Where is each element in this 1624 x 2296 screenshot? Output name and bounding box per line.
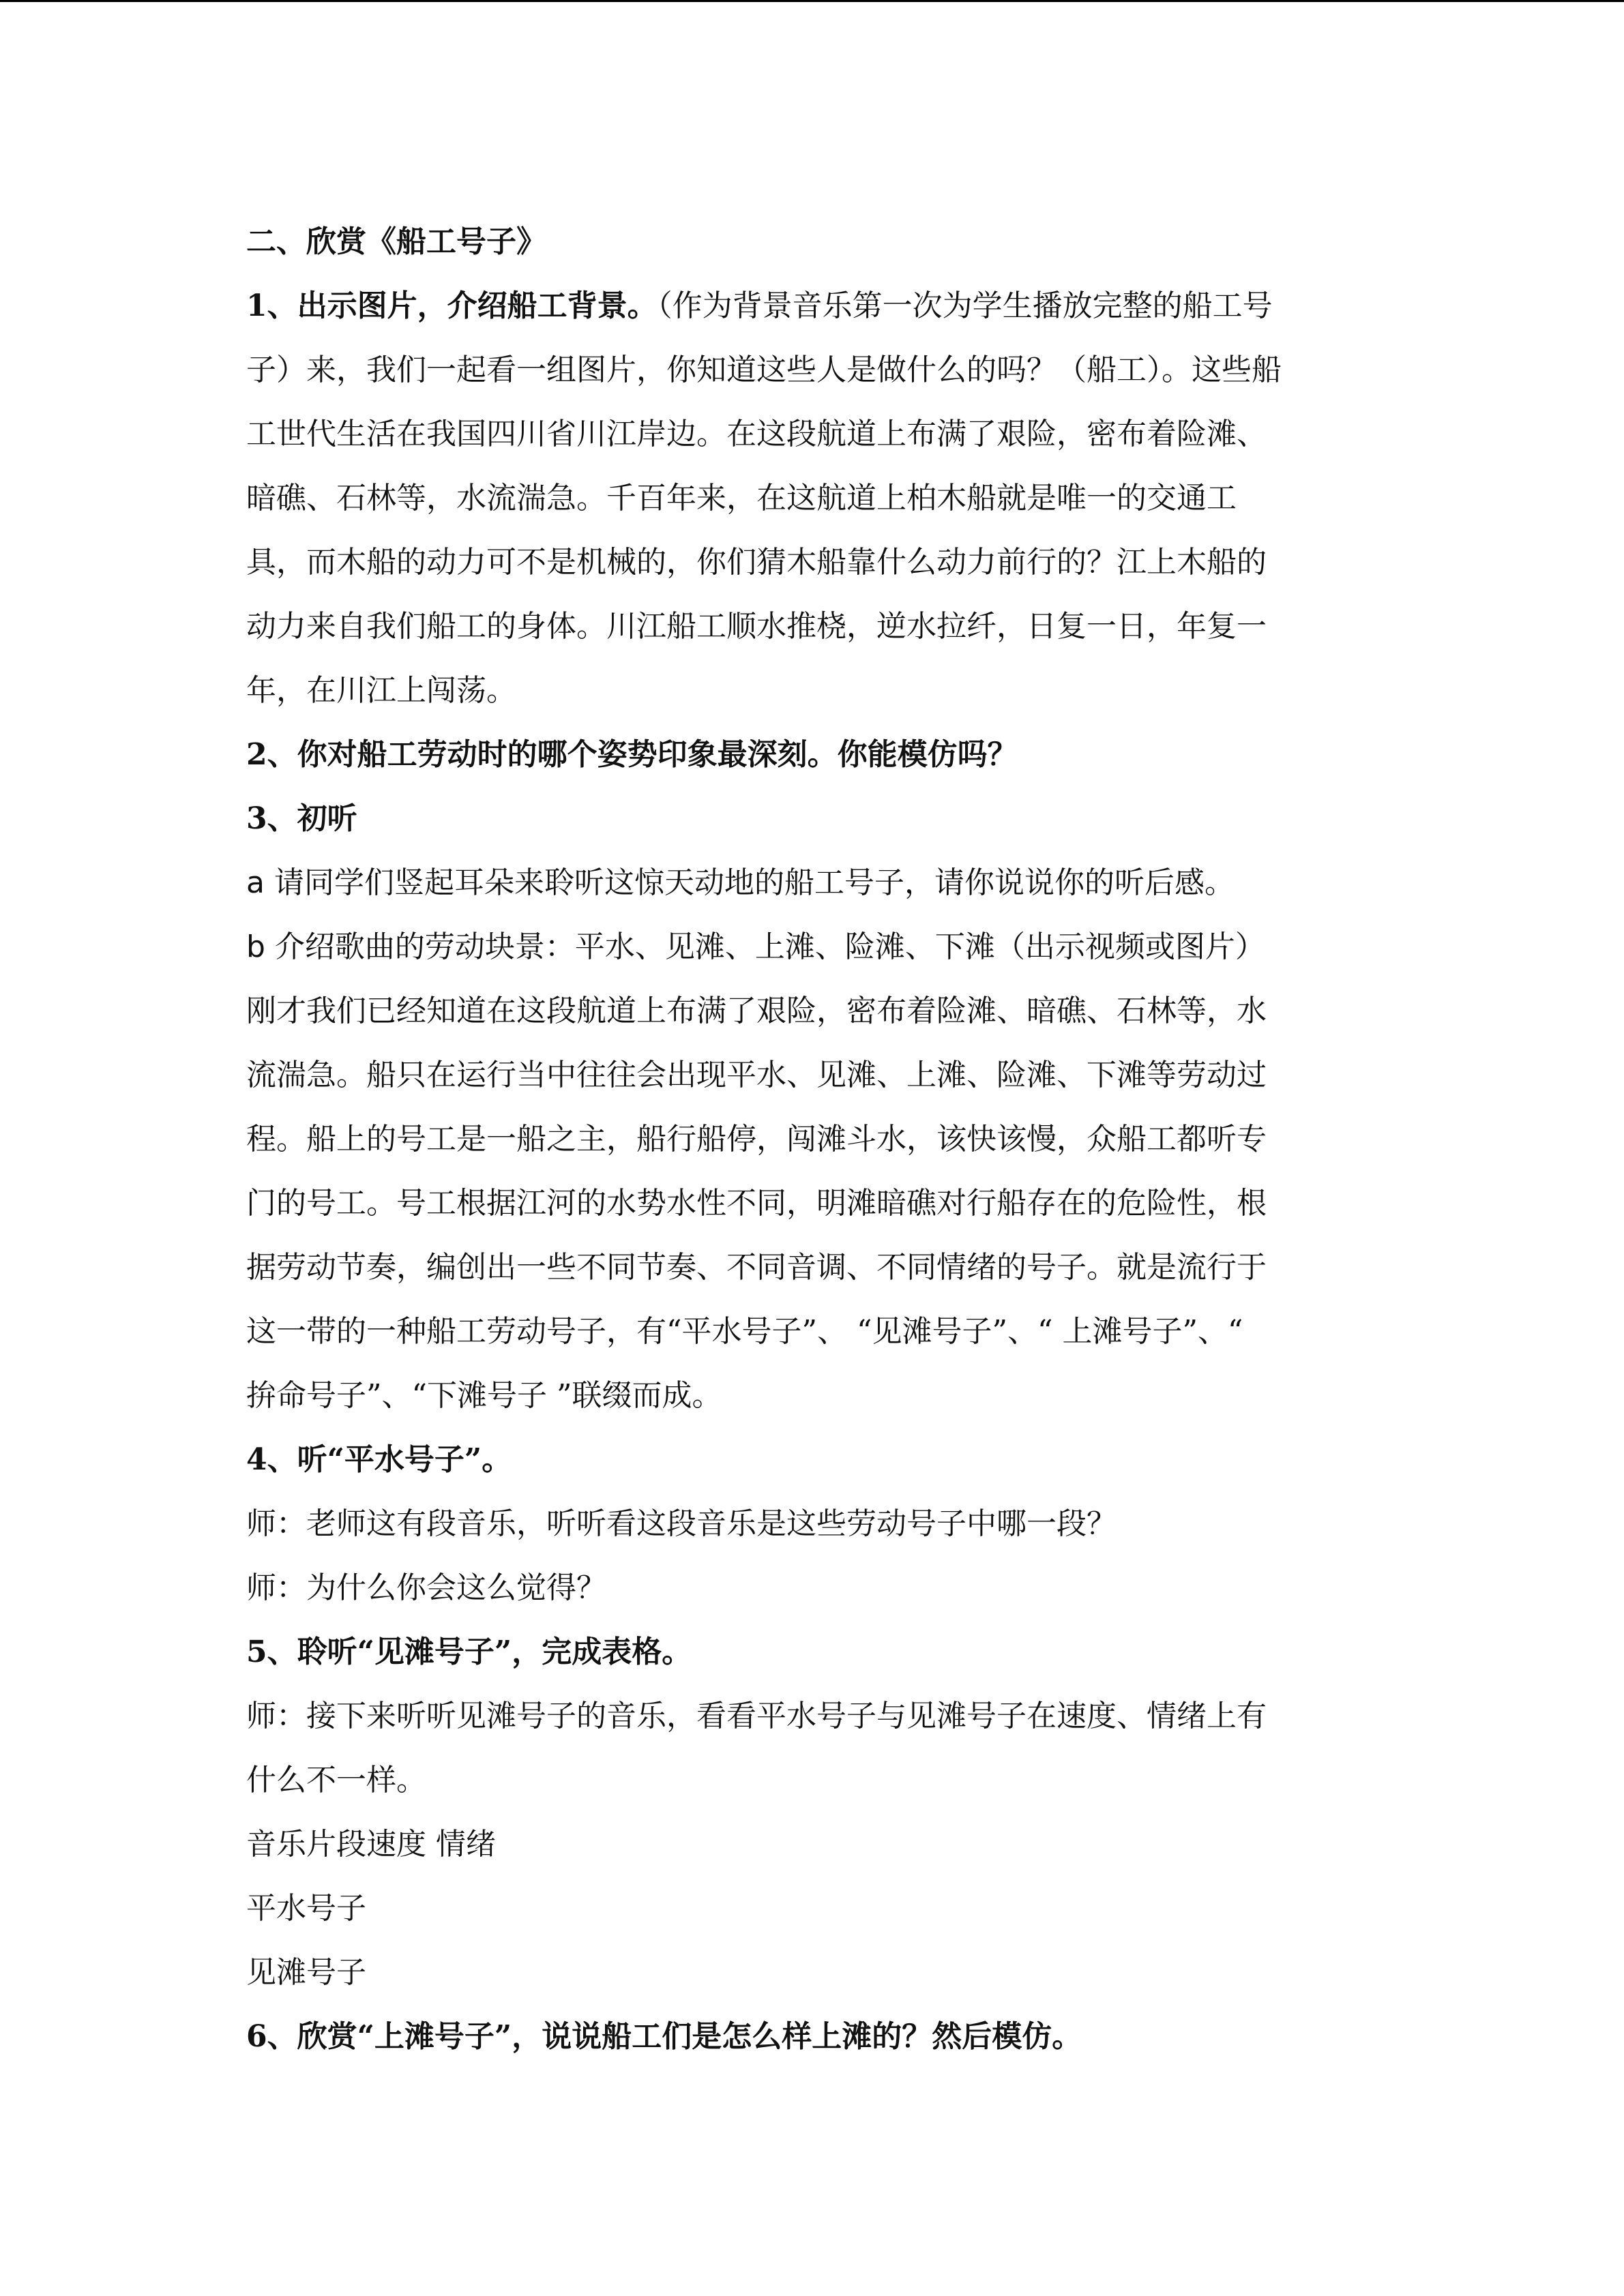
paragraph-line — [246, 1300, 1378, 1364]
paragraph-line — [246, 2005, 1378, 2069]
body-text: 见滩号子 — [246, 1955, 366, 1990]
heading-text: 1、出示图片，介绍船工背景。 — [246, 288, 658, 323]
body-text: （作为背景音乐第一次为学生播放完整的船工号 — [657, 288, 1273, 323]
paragraph-line — [246, 1043, 1378, 1107]
body-text: 门的号工。号工根据江河的水势水性不同，明滩暗礁对行船存在的危险性，根 — [246, 1186, 1267, 1221]
paragraph-line — [246, 1941, 1378, 2005]
paragraph-line — [246, 595, 1378, 659]
paragraph-line — [246, 531, 1378, 595]
paragraph-line — [246, 1428, 1378, 1492]
paragraph-line — [246, 787, 1378, 851]
heading-text: 6、欣赏“上滩号子”，说说船工们是怎么样上滩的？然后模仿。 — [246, 2019, 1082, 2054]
paragraph-line — [246, 402, 1378, 466]
paragraph-line — [246, 1172, 1378, 1236]
body-text: b — [246, 929, 265, 964]
paragraph-line — [246, 1877, 1378, 1941]
paragraph-line — [246, 1813, 1378, 1877]
body-text: a — [246, 865, 265, 900]
paragraph-line — [246, 1748, 1378, 1813]
body-text: 音乐片段速度 情绪 — [246, 1827, 496, 1862]
body-text: 师：接下来听听见滩号子的音乐，看看平水号子与见滩号子在速度、情绪上有 — [246, 1699, 1267, 1733]
paragraph-line — [246, 659, 1378, 723]
paragraph-line — [246, 851, 1378, 915]
body-text: 平水号子 — [246, 1891, 366, 1926]
page-top-border — [0, 0, 1624, 2]
body-text: 什么不一样。 — [246, 1763, 426, 1798]
body-text: 暗礁、石林等，水流湍急。千百年来，在这航道上柏木船就是唯一的交通工 — [246, 481, 1237, 516]
body-text: 动力来自我们船工的身体。川江船工顺水推桡，逆水拉纤，日复一日，年复一 — [246, 609, 1267, 644]
body-text: 据劳动节奏，编创出一些不同节奏、不同音调、不同情绪的号子。就是流行于 — [246, 1250, 1267, 1285]
body-text: 具，而木船的动力可不是机械的，你们猜木船靠什么动力前行的？江上木船的 — [246, 545, 1267, 580]
paragraph-line — [246, 1236, 1378, 1300]
document-body — [246, 210, 1378, 2069]
paragraph-line — [246, 1556, 1378, 1620]
paragraph-line — [246, 915, 1378, 979]
body-text: 这一带的一种船工劳动号子，有“平水号子”、 “见滩号子”、“ 上滩号子”、“ — [246, 1314, 1243, 1349]
paragraph-line — [246, 1107, 1378, 1172]
body-text: 请同学们竖起耳朵来聆听这惊天动地的船工号子，请你说说你的听后感。 — [264, 865, 1235, 900]
body-text: 流湍急。船只在运行当中往往会出现平水、见滩、上滩、险滩、下滩等劳动过 — [246, 1058, 1267, 1092]
paragraph-line — [246, 338, 1378, 402]
paragraph-line — [246, 466, 1378, 531]
body-text: 子）来，我们一起看一组图片，你知道这些人是做什么的吗？（船工）。这些船 — [246, 353, 1282, 387]
paragraph-line — [246, 723, 1378, 787]
body-text: 年，在川江上闯荡。 — [246, 673, 516, 708]
body-text: 刚才我们已经知道在这段航道上布满了艰险，密布着险滩、暗礁、石林等，水 — [246, 994, 1267, 1028]
body-text: 师：老师这有段音乐，听听看这段音乐是这些劳动号子中哪一段？ — [246, 1506, 1117, 1541]
body-text: 介绍歌曲的劳动块景：平水、见滩、上滩、险滩、下滩（出示视频或图片） — [265, 929, 1265, 964]
heading-text: 5、聆听“见滩号子”，完成表格。 — [246, 1635, 692, 1669]
body-text: 程。船上的号工是一船之主，船行船停，闯滩斗水，该快该慢，众船工都听专 — [246, 1122, 1267, 1157]
heading-text: 二、欣赏《船工号子》 — [246, 224, 546, 259]
body-text: 工世代生活在我国四川省川江岸边。在这段航道上布满了艰险，密布着险滩、 — [246, 417, 1267, 451]
body-text: 拚命号子”、“下滩号子 ”联缀而成。 — [246, 1378, 722, 1413]
heading-text: 3、初听 — [246, 801, 357, 836]
body-text: 师：为什么你会这么觉得？ — [246, 1570, 606, 1605]
paragraph-line — [246, 274, 1378, 338]
paragraph-line — [246, 979, 1378, 1043]
heading-text: 4、听“平水号子”。 — [246, 1442, 512, 1477]
heading-text: 2、你对船工劳动时的哪个姿势印象最深刻。你能模仿吗？ — [246, 737, 1018, 772]
paragraph-line — [246, 1364, 1378, 1428]
paragraph-line — [246, 1684, 1378, 1748]
paragraph-line — [246, 1492, 1378, 1556]
paragraph-line — [246, 1620, 1378, 1684]
paragraph-line — [246, 210, 1378, 274]
